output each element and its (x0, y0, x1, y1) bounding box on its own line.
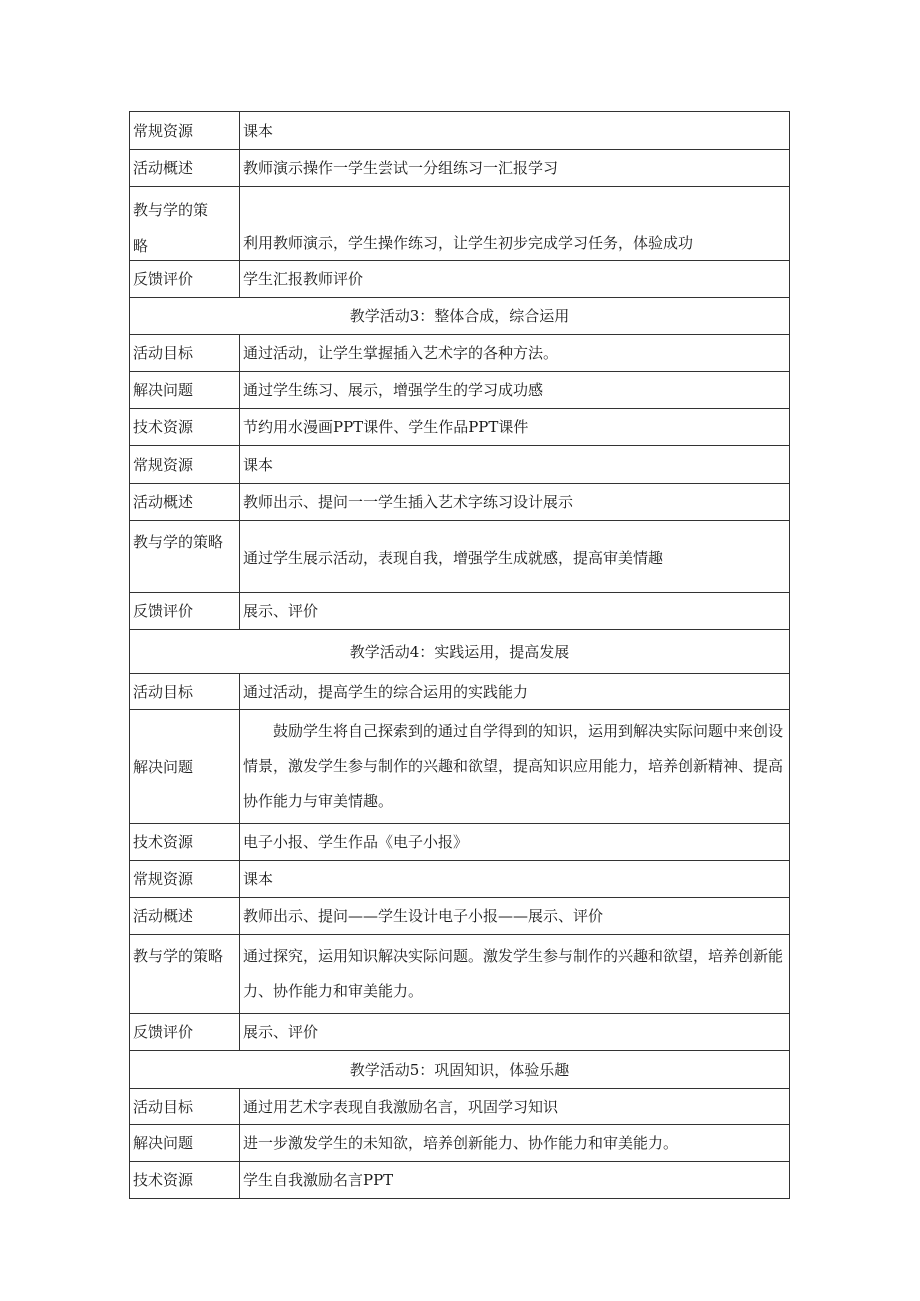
table-row (130, 1125, 790, 1162)
row-value: 学生汇报教师评价 (240, 261, 790, 298)
table-row (130, 446, 790, 484)
section-title: 教学活动4：实践运用，提高发展 (130, 630, 790, 674)
row-label: 技术资源 (130, 1162, 240, 1199)
section-header-row (130, 1051, 790, 1089)
table-row (130, 674, 790, 710)
table-row (130, 861, 790, 898)
row-value: 学生自我激励名言PPT (240, 1162, 790, 1199)
row-value: 通过活动，让学生掌握插入艺术字的各种方法。 (240, 335, 790, 372)
table-row (130, 710, 790, 824)
row-value: 展示、评价 (240, 1014, 790, 1051)
row-value: 通过活动，提高学生的综合运用的实践能力 (240, 674, 790, 710)
row-value: 教师出示、提问——学生设计电子小报——展示、评价 (240, 898, 790, 935)
table-row (130, 335, 790, 372)
section-title: 教学活动3：整体合成，综合运用 (130, 298, 790, 335)
row-value: 通过用艺术字表现自我激励名言，巩固学习知识 (240, 1089, 790, 1125)
table-row (130, 824, 790, 861)
row-value: 电子小报、学生作品《电子小报》 (240, 824, 790, 861)
row-label: 活动概述 (130, 898, 240, 935)
row-value: 通过学生练习、展示，增强学生的学习成功感 (240, 372, 790, 409)
row-label: 解决问题 (130, 372, 240, 409)
row-value: 节约用水漫画PPT课件、学生作品PPT课件 (240, 409, 790, 446)
row-label: 解决问题 (130, 710, 240, 824)
row-value: 展示、评价 (240, 593, 790, 630)
row-label: 技术资源 (130, 824, 240, 861)
row-label: 反馈评价 (130, 593, 240, 630)
table-row (130, 935, 790, 1014)
row-value: 课本 (240, 861, 790, 898)
table-row (130, 593, 790, 630)
row-label: 技术资源 (130, 409, 240, 446)
section-header-row (130, 298, 790, 335)
table-row (130, 1014, 790, 1051)
table-row (130, 150, 790, 187)
row-label: 反馈评价 (130, 261, 240, 298)
row-label: 教与学的策略 (130, 521, 240, 593)
row-label: 教与学的策略 (130, 935, 240, 1014)
row-label: 反馈评价 (130, 1014, 240, 1051)
row-value: 课本 (240, 112, 790, 150)
table-row (130, 484, 790, 521)
row-value: 通过探究，运用知识解决实际问题。激发学生参与制作的兴趣和欲望，培养创新能力、协作能力和审美能力。 (240, 935, 790, 1014)
table-row (130, 521, 790, 593)
row-label: 活动概述 (130, 150, 240, 187)
lesson-plan-table (129, 111, 790, 1199)
row-label-line-1: 教与学的策 (133, 201, 209, 219)
row-value: 教师出示、提问一一学生插入艺术字练习设计展示 (240, 484, 790, 521)
row-value: 课本 (240, 446, 790, 484)
row-label (130, 187, 240, 261)
row-label: 活动目标 (130, 674, 240, 710)
row-label: 活动概述 (130, 484, 240, 521)
row-label: 常规资源 (130, 112, 240, 150)
row-value: 教师演示操作一学生尝试一分组练习一汇报学习 (240, 150, 790, 187)
row-value: 利用教师演示，学生操作练习，让学生初步完成学习任务，体验成功 (240, 187, 790, 261)
section-title: 教学活动5：巩固知识，体验乐趣 (130, 1051, 790, 1089)
row-value: 通过学生展示活动，表现自我，增强学生成就感，提高审美情趣 (240, 521, 790, 593)
row-label-line-2: 略 (133, 237, 149, 255)
row-label: 活动目标 (130, 335, 240, 372)
row-value: 鼓励学生将自己探索到的通过自学得到的知识，运用到解决实际问题中来创设情景，激发学生参与制作的兴趣和欲望，提高知识应用能力，培养创新精神、提高协作能力与审美情趣。 (240, 710, 790, 824)
table-row (130, 1089, 790, 1125)
table-row (130, 1162, 790, 1199)
table-row (130, 261, 790, 298)
row-label: 活动目标 (130, 1089, 240, 1125)
table-row (130, 112, 790, 150)
table-row (130, 372, 790, 409)
row-label: 解决问题 (130, 1125, 240, 1162)
row-label: 常规资源 (130, 861, 240, 898)
table-row (130, 409, 790, 446)
section-header-row (130, 630, 790, 674)
row-value: 进一步激发学生的未知欲，培养创新能力、协作能力和审美能力。 (240, 1125, 790, 1162)
row-label: 常规资源 (130, 446, 240, 484)
table-row (130, 187, 790, 261)
table-row (130, 898, 790, 935)
